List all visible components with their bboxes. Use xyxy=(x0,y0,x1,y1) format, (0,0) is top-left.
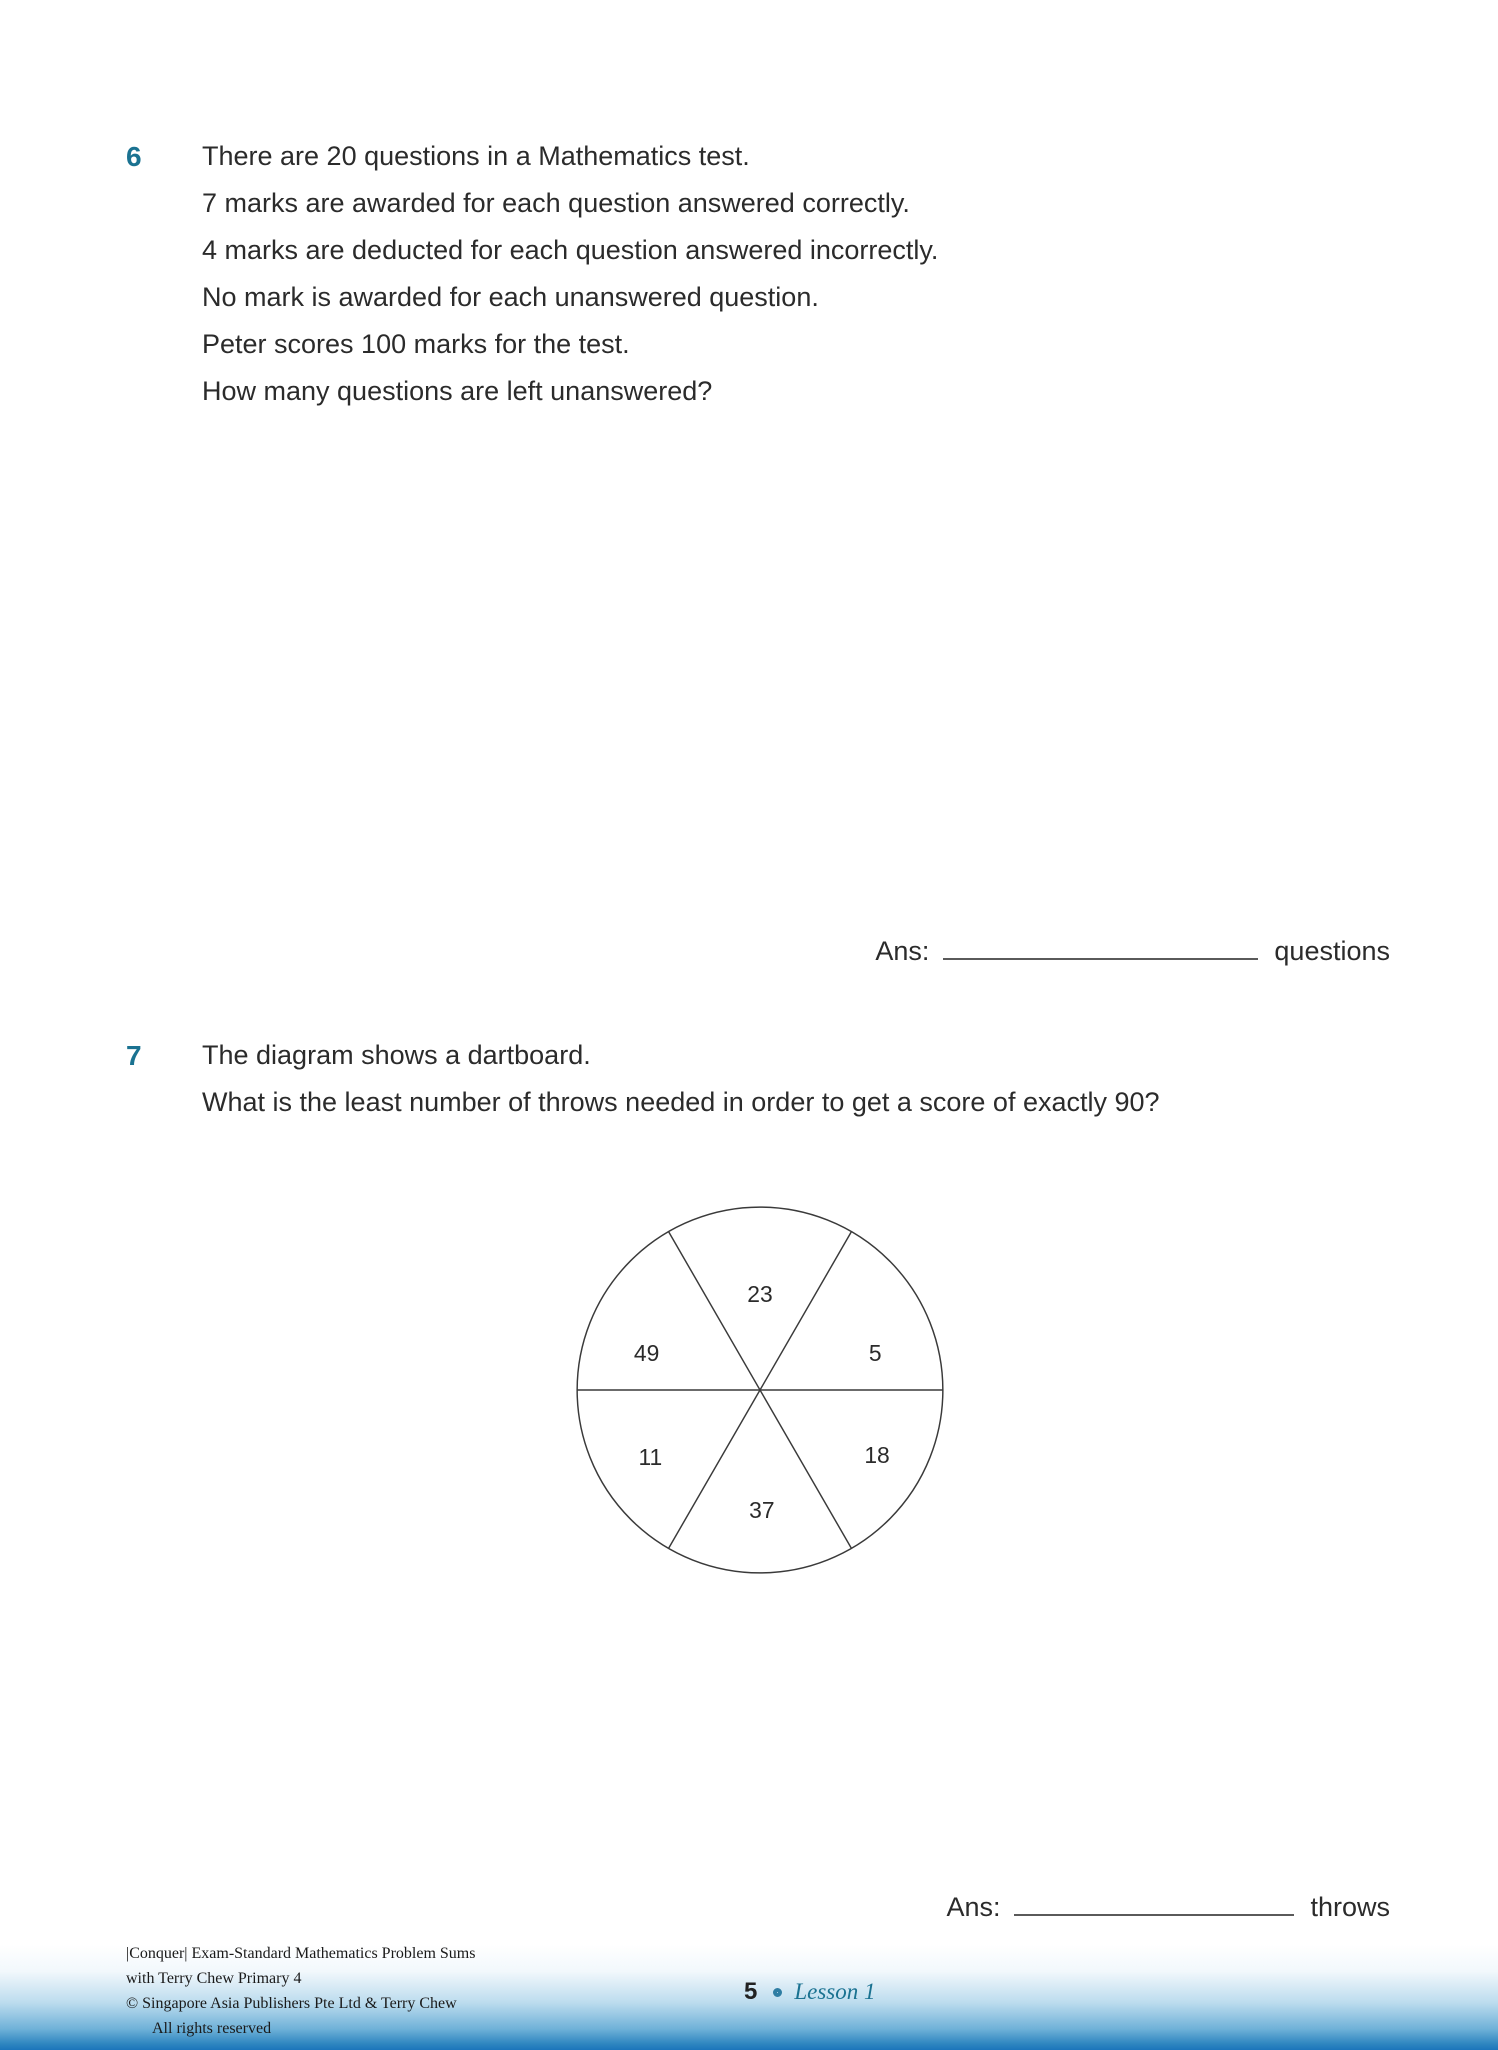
copyright-line: with Terry Chew Primary 4 xyxy=(126,1970,302,1987)
dartboard-sector-value: 11 xyxy=(638,1443,663,1470)
lesson-bullet-icon xyxy=(773,1988,782,1997)
question-6-line: No mark is awarded for each unanswered question. xyxy=(202,282,819,312)
answer-unit: questions xyxy=(1274,936,1390,966)
copyright-line: |Conquer| Exam-Standard Mathematics Problem Sums xyxy=(126,1945,476,1962)
lesson-label: Lesson 1 xyxy=(794,1979,876,2004)
dartboard-diagram xyxy=(568,1198,952,1582)
answer-unit: throws xyxy=(1310,1892,1390,1922)
copyright-line: © Singapore Asia Publishers Pte Ltd & Terry Chew xyxy=(126,1995,457,2012)
copyright-line: All rights reserved xyxy=(152,2020,272,2037)
question-7-line: The diagram shows a dartboard. xyxy=(202,1040,591,1070)
question-6-line: 4 marks are deducted for each question answered incorrectly. xyxy=(202,235,939,265)
question-7-text xyxy=(202,1032,1160,1126)
answer-label: Ans: xyxy=(875,936,930,966)
dartboard-sector-value: 37 xyxy=(749,1497,775,1523)
question-6-text xyxy=(202,133,938,415)
copyright-block xyxy=(126,1941,475,2041)
question-7-answer-row xyxy=(946,1886,1390,1923)
question-7-number: 7 xyxy=(126,1040,142,1071)
dartboard-svg xyxy=(568,1198,952,1582)
dartboard-sector-value: 5 xyxy=(868,1339,882,1366)
question-6-line: How many questions are left unanswered? xyxy=(202,376,713,406)
question-6-line: Peter scores 100 marks for the test. xyxy=(202,329,630,359)
question-6-number: 6 xyxy=(126,141,142,172)
dartboard-sector-value: 23 xyxy=(747,1281,773,1308)
question-6-line: 7 marks are awarded for each question answered correctly. xyxy=(202,188,910,218)
answer-blank-line xyxy=(1014,1886,1294,1916)
page-number: 5 xyxy=(744,1978,758,2005)
question-6-line: There are 20 questions in a Mathematics test. xyxy=(202,141,750,171)
page-footer xyxy=(744,1978,876,2006)
dartboard-sector-value: 18 xyxy=(864,1442,890,1469)
answer-label: Ans: xyxy=(946,1892,1001,1922)
answer-blank-line xyxy=(943,930,1258,960)
question-6-answer-row xyxy=(875,930,1390,967)
question-7-line: What is the least number of throws needed in order to get a score of exactly 90? xyxy=(202,1087,1160,1117)
dartboard-sector-value: 49 xyxy=(633,1339,660,1366)
